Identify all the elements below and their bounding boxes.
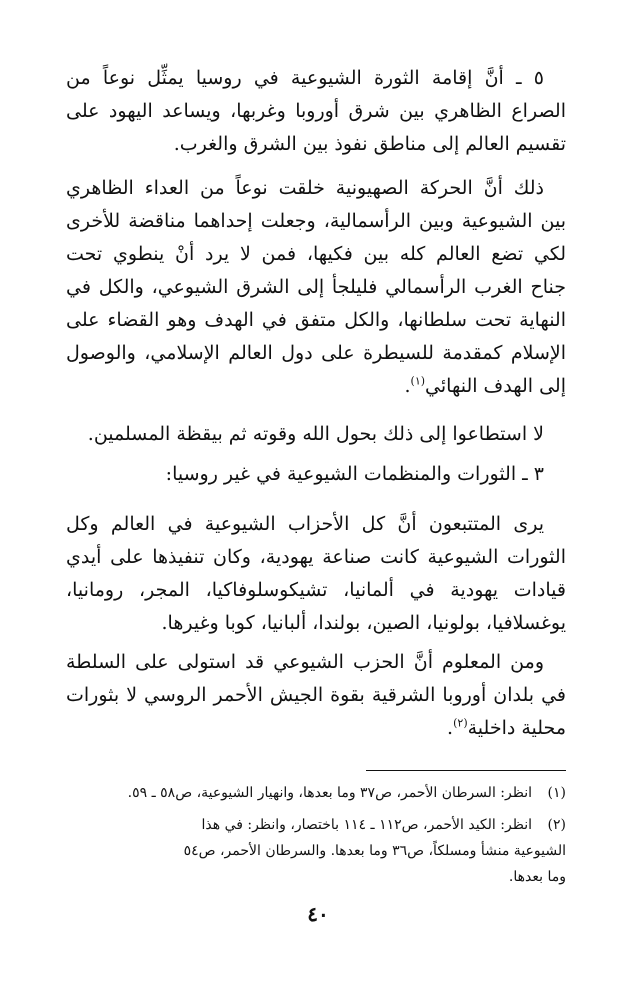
footnote-number: (٢) (547, 817, 566, 833)
text-line: النهاية تحت سلطانها، والكل متفق في الهدف وهو القضاء على (66, 309, 566, 331)
footnote-text: انظر: السرطان الأحمر، ص٣٧ وما بعدها، وانهيار الشيوعية، ص٥٨ ـ ٥٩. (127, 785, 532, 801)
footnote-line (66, 780, 566, 806)
section-heading-3 (66, 458, 566, 491)
footnote-line: الشيوعية منشأ ومسلكاً، ص٣٦ وما بعدها. والسرطان الأحمر، ص٥٤ (183, 843, 566, 859)
text-line: الثورات الشيوعية كانت صناعة يهودية، وكان تنفيذها على أيدي (66, 546, 566, 568)
footnote-line (66, 812, 566, 838)
footnote-2 (66, 812, 566, 890)
text-line: الإسلام كمقدمة للسيطرة على دول العالم الإسلامي، والوصول (66, 342, 566, 364)
paragraph-prayer (66, 418, 566, 451)
text-line: الصراع الظاهري بين شرق أوروبا وغربها، ويساعد اليهود على (66, 100, 566, 122)
text-line: تقسيم العالم إلى مناطق نفوذ بين الشرق والغرب. (173, 133, 566, 155)
text-line: ومن المعلوم أنَّ الحزب الشيوعي قد استولى على السلطة (66, 651, 544, 673)
paragraph-eastern-europe (66, 646, 566, 745)
footnote-separator (366, 770, 566, 771)
text-line: في بلدان أوروبا الشرقية بقوة الجيش الأحمر الروسي لا بثورات (66, 684, 566, 706)
paragraph-point-5 (66, 62, 566, 161)
footnote-number: (١) (547, 785, 566, 801)
footnote-1 (66, 780, 566, 806)
paragraph-zionist-movement (66, 172, 566, 403)
text-line: يوغسلافيا، بولونيا، الصين، بولندا، ألبانيا، كوبا وغيرها. (161, 612, 566, 634)
text-line: بين الشيوعية وبين الرأسمالية، وجعلت إحداهما مناقضة للأخرى (66, 210, 566, 232)
text-line: ذلك أنَّ الحركة الصهيونية خلقت نوعاً من العداء الظاهري (66, 177, 544, 199)
paragraph-communist-parties (66, 508, 566, 640)
text-line: جناح الغرب الرأسمالي فليلجأ إلى الشرق الشيوعي، والكل في (66, 276, 566, 298)
text-line: ٥ ـ أنَّ إقامة الثورة الشيوعية في روسيا يمثِّل نوعاً من (66, 67, 544, 89)
footnote-line: وما بعدها. (508, 869, 566, 885)
text-line-with-note: محلية داخلية$^{(٢)}$. (447, 716, 566, 739)
text-line: يرى المتتبعون أنَّ كل الأحزاب الشيوعية في العالم وكل (66, 513, 544, 535)
page-number: ٤٠ (307, 902, 329, 926)
text-line: لكي تضع العالم كله بين فكيها، فمن لا يرد أنْ ينطوي تحت (66, 243, 566, 265)
text-fragment: إلى الهدف النهائي (425, 375, 566, 397)
text-line-with-note: إلى الهدف النهائي$^{(١)}$. (404, 374, 566, 397)
footnote-ref-1: (١) (410, 374, 426, 388)
footnote-ref-2: (٢) (453, 716, 468, 730)
footnote-text: انظر: الكيد الأحمر، ص١١٢ ـ ١١٤ باختصار، وانظر: في هذا (201, 817, 532, 833)
text-fragment: محلية داخلية (467, 717, 566, 739)
text-line: قيادات يهودية في ألمانيا، تشيكوسلوفاكيا، المجر، رومانيا، (66, 579, 566, 601)
text-line: لا استطاعوا إلى ذلك بحول الله وقوته ثم بيقظة المسلمين. (87, 423, 544, 445)
text-line: ٣ ـ الثورات والمنظمات الشيوعية في غير روسيا: (165, 463, 544, 485)
